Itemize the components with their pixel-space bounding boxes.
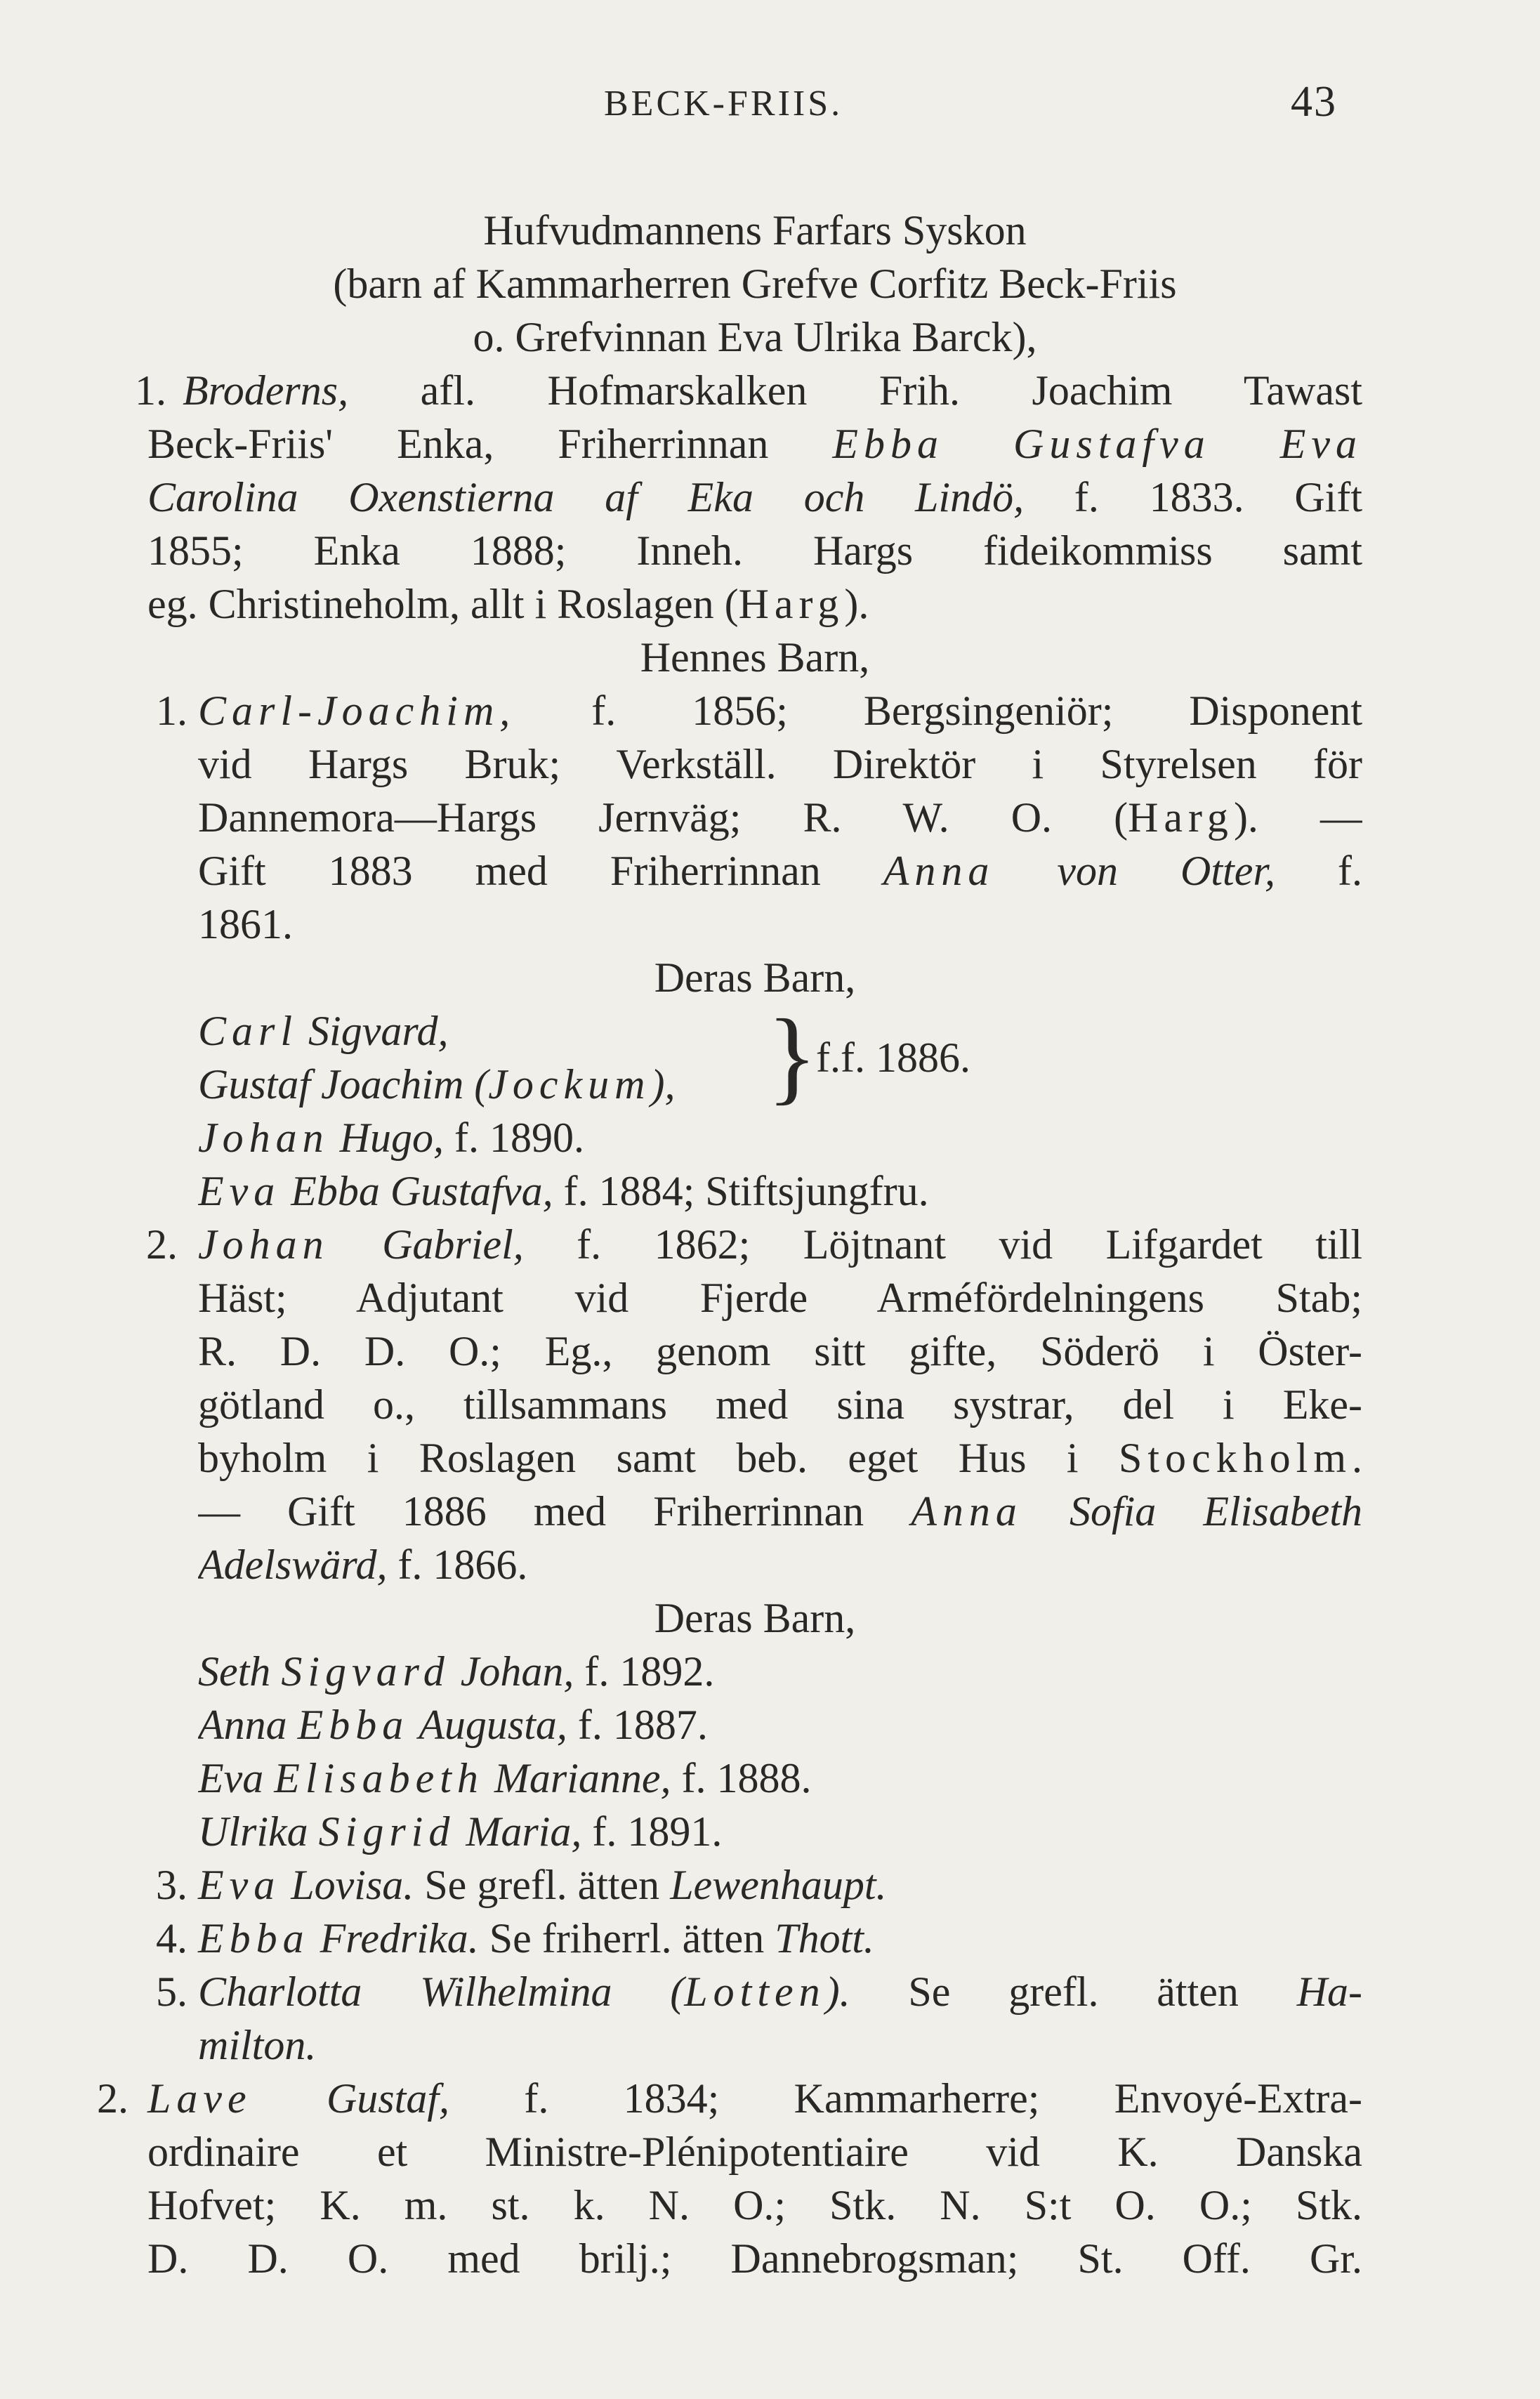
lave-line-1: 2. Lave Gustaf, f. 1834; Kammarherre; Envoyé-Extra-: [97, 2075, 1362, 2122]
johan-gabriel-line-4: götland o., tillsammans med sina systrar, del i Eke-: [198, 1381, 1362, 1428]
johan-gabriel-line-5: byholm i Roslagen samt beb. eget Hus i Stockholm.: [198, 1435, 1362, 1481]
johan-gabriel-line-2: Häst; Adjutant vid Fjerde Arméfördelningens Stab;: [198, 1275, 1362, 1321]
carl-joachim-line-5: 1861.: [198, 901, 293, 947]
entry-1-line-2: Beck-Friis' Enka, Friherrinnan Ebba Gustafva Eva: [147, 421, 1362, 467]
carl-joachim-line-4: Gift 1883 med Friherrinnan Anna von Otter, f.: [198, 848, 1362, 894]
lave-line-2: ordinaire et Ministre-Plénipotentiaire vid K. Danska: [147, 2129, 1362, 2175]
page-number: 43: [1291, 78, 1337, 126]
children-heading-3: Deras Barn,: [654, 1595, 856, 1641]
johan-gabriel-line-1: 2. Johan Gabriel, f. 1862; Löjtnant vid Lifgardet till: [146, 1221, 1362, 1268]
eva-ebba-line: Eva Ebba Gustafva, f. 1884; Stiftsjungfru.: [198, 1168, 929, 1214]
twins-block: [198, 998, 1181, 1115]
twin-gustaf-joachim: Gustaf Joachim (Jockum),: [198, 1061, 676, 1108]
entry-3-line: 3. Eva Lovisa. Se grefl. ätten Lewenhaupt.: [156, 1862, 887, 1908]
entry-5-line-1: 5. Charlotta Wilhelmina (Lotten). Se grefl. ätten Ha-: [156, 1969, 1362, 2015]
child-ulrika: Ulrika Sigrid Maria, f. 1891.: [198, 1808, 723, 1855]
carl-joachim-name: Carl-Joachim,: [198, 688, 516, 734]
johan-gabriel-line-7: Adelswärd, f. 1866.: [198, 1542, 528, 1588]
entry-1-name: Broderns,: [183, 367, 349, 414]
twin-carl-sigvard: Carl Sigvard,: [198, 1008, 449, 1054]
lave-line-4: D. D. O. med brilj.; Dannebrogsman; St. Off. Gr.: [147, 2235, 1362, 2282]
entry-5-line-2: milton.: [198, 2022, 317, 2068]
brace-glyph: }: [767, 998, 817, 1115]
section-heading-line-3: o. Grefvinnan Eva Ulrika Barck),: [473, 314, 1037, 360]
section-heading-line-1: Hufvudmannens Farfars Syskon: [483, 207, 1027, 254]
entry-4-line: 4. Ebba Fredrika. Se friherrl. ätten Thott.: [156, 1915, 874, 1961]
carl-joachim-line-3: Dannemora—Hargs Jernväg; R. W. O. (Harg). —: [198, 794, 1362, 841]
johan-gabriel-line-3: R. D. D. O.; Eg., genom sitt gifte, Söderö i Öster-: [198, 1328, 1362, 1374]
entry-1-line-5: eg. Christineholm, allt i Roslagen (Harg).: [147, 581, 869, 627]
carl-joachim-line-2: vid Hargs Bruk; Verkställ. Direktör i Styrelsen för: [198, 741, 1362, 787]
running-title: BECK-FRIIS.: [604, 84, 843, 124]
child-seth: Seth Sigvard Johan, f. 1892.: [198, 1648, 715, 1695]
child-eva-elisabeth: Eva Elisabeth Marianne, f. 1888.: [198, 1755, 812, 1801]
johan-hugo-line: Johan Hugo, f. 1890.: [198, 1115, 584, 1161]
entry-1-line-3: Carolina Oxenstierna af Eka och Lindö, f. 1833. Gift: [147, 474, 1362, 520]
lave-line-3: Hofvet; K. m. st. k. N. O.; Stk. N. S:t O. O.; Stk.: [147, 2182, 1362, 2228]
twins-birth-date: f.f. 1886.: [816, 1034, 970, 1081]
entry-1-line-1: 1. Broderns, afl. Hofmarskalken Frih. Joachim Tawast: [135, 367, 1362, 414]
children-heading-1: Hennes Barn,: [640, 634, 870, 681]
section-heading-line-2: (barn af Kammarherren Grefve Corfitz Beck-Friis: [333, 261, 1177, 307]
children-heading-2: Deras Barn,: [654, 954, 856, 1001]
johan-gabriel-line-6: — Gift 1886 med Friherrinnan Anna Sofia Elisabeth: [198, 1488, 1362, 1534]
child-anna: Anna Ebba Augusta, f. 1887.: [198, 1702, 708, 1748]
running-head: [0, 78, 1540, 146]
carl-joachim-line-1: 1. Carl-Joachim, f. 1856; Bergsingeniör; Disponent: [156, 688, 1362, 734]
entry-1-line-4: 1855; Enka 1888; Inneh. Hargs fideikommiss samt: [147, 527, 1362, 574]
